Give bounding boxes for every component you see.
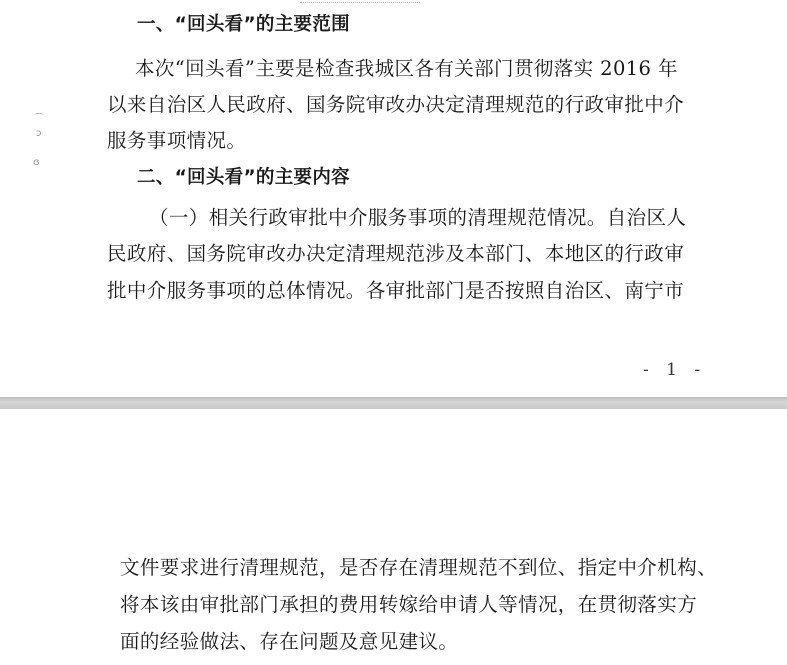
paragraph-line: 将本该由审批部门承担的费用转嫁给申请人等情况，在贯彻落实方 [120,593,698,616]
section-heading-content: 二、“回头看”的主要内容 [137,167,350,188]
scan-artifact: ⌒ [34,114,44,125]
paragraph-line: 批中介服务事项的总体情况。各审批部门是否按照自治区、南宁市 [107,279,685,302]
page-separator [0,397,787,409]
page-number: - 1 - [643,360,707,380]
paragraph-line: 服务事项情况。 [107,129,247,152]
paragraph-line: 民政府、国务院审改办决定清理规范涉及本部门、本地区的行政审 [107,242,685,265]
section-heading-scope: 一、“回头看”的主要范围 [137,14,350,35]
paragraph-line: （一）相关行政审批中介服务事项的清理规范情况。自治区人 [149,206,687,229]
paragraph-line: 本次“回头看”主要是检查我城区各有关部门贯彻落实 2016 年 [135,57,678,80]
paragraph-line: 面的经验做法、存在问题及意见建议。 [120,630,459,653]
document-page-2 [0,409,787,665]
scan-artifact [300,0,420,3]
scan-artifact: ɔ [36,128,42,139]
scan-artifact: ɞ [33,157,40,168]
paragraph-line: 文件要求进行清理规范，是否存在清理规范不到位、指定中介机构、 [120,556,718,579]
paragraph-line: 以来自治区人民政府、国务院审改办决定清理规范的行政审批中介 [107,93,685,116]
